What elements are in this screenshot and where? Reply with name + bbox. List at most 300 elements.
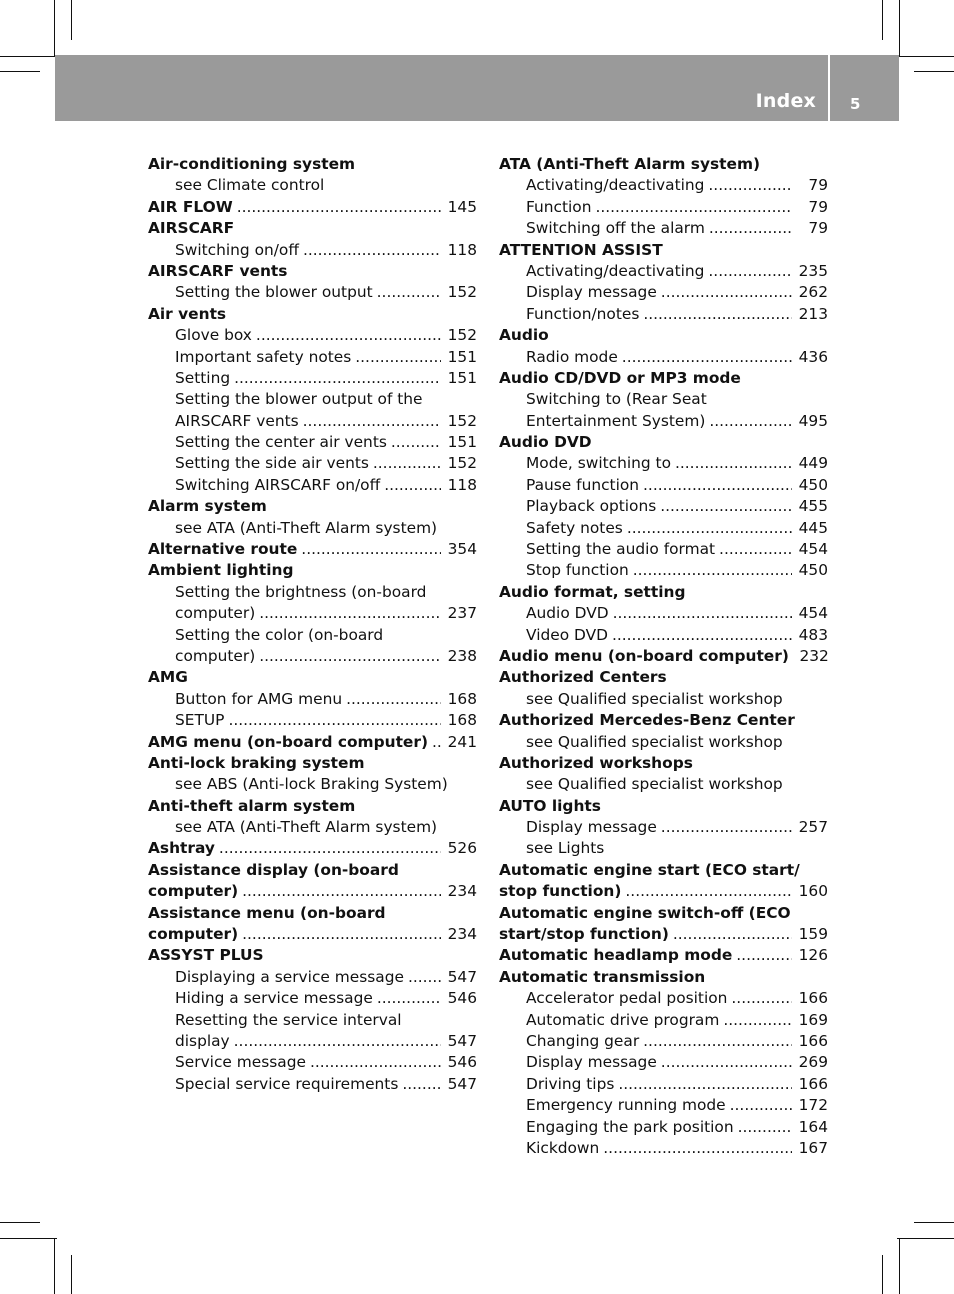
dot-leader [346, 689, 441, 710]
page-reference: 118 [447, 240, 477, 259]
dot-leader [219, 838, 441, 859]
entry-text: Setting the color (on-board [175, 625, 384, 644]
header-divider [828, 55, 830, 121]
index-subentry [148, 175, 477, 196]
page-reference: 547 [447, 967, 477, 986]
index-subentry [499, 1095, 828, 1116]
entry-text: see Lights [526, 839, 605, 858]
page-reference: 232 [799, 646, 829, 665]
index-column-left [148, 154, 477, 1095]
page-reference: 455 [798, 497, 828, 516]
index-subentry [148, 774, 477, 795]
index-subentry [148, 1031, 477, 1052]
page-reference: 152 [447, 326, 477, 345]
crop-mark [54, 0, 55, 57]
dot-leader [709, 218, 792, 239]
crop-mark [899, 0, 900, 57]
entry-text: Setting the blower output [175, 283, 373, 302]
crop-mark [914, 1222, 954, 1223]
dot-leader [432, 732, 441, 753]
index-heading [499, 710, 828, 731]
entry-text: Engaging the park position [526, 1117, 734, 1136]
entry-text: computer) [148, 925, 239, 944]
crop-mark [897, 56, 954, 57]
index-heading [499, 753, 828, 774]
page-reference: 160 [798, 882, 828, 901]
crop-mark [914, 71, 954, 72]
entry-text: Radio mode [526, 347, 618, 366]
dot-leader [730, 1095, 792, 1116]
entry-text: Switching AIRSCARF on/off [175, 475, 381, 494]
entry-text: Displaying a service message [175, 967, 404, 986]
page-reference: 257 [798, 818, 828, 837]
dot-leader [384, 475, 441, 496]
page-reference: 152 [447, 454, 477, 473]
entry-text: Alternative route [148, 540, 298, 559]
entry-text: SETUP [175, 711, 225, 730]
dot-leader [373, 453, 441, 474]
page-reference: 483 [798, 625, 828, 644]
page-title: Index [755, 90, 816, 112]
entry-text: Button for AMG menu [175, 689, 343, 708]
entry-text: ASSYST PLUS [148, 946, 264, 965]
dot-leader [603, 1138, 792, 1159]
index-subentry [499, 1117, 828, 1138]
index-subentry [499, 218, 828, 239]
index-subentry [148, 411, 477, 432]
index-subentry [148, 368, 477, 389]
index-subentry [148, 240, 477, 261]
entry-text: Mode, switching to [526, 454, 671, 473]
dot-leader [234, 368, 441, 389]
entry-text: Audio [499, 326, 549, 345]
index-heading [148, 261, 477, 282]
dot-leader [613, 603, 792, 624]
index-heading [148, 496, 477, 517]
entry-text: AUTO lights [499, 796, 601, 815]
crop-mark [0, 71, 40, 72]
index-subentry [148, 453, 477, 474]
index-subentry [499, 1052, 828, 1073]
entry-text: Playback options [526, 497, 657, 516]
entry-text: AMG menu (on-board computer) [148, 732, 428, 751]
entry-text: Switching to (Rear Seat [526, 390, 707, 409]
page-reference: 234 [447, 925, 477, 944]
entry-text: Kickdown [526, 1138, 600, 1157]
entry-text: Video DVD [526, 625, 608, 644]
dot-leader [237, 197, 441, 218]
entry-text: start/stop function) [499, 925, 669, 944]
entry-text: Anti-lock braking system [148, 753, 365, 772]
entry-text: Anti-theft alarm system [148, 796, 356, 815]
page-reference: 262 [798, 283, 828, 302]
page-reference: 450 [798, 561, 828, 580]
index-heading [148, 197, 477, 218]
index-heading [499, 903, 828, 924]
page-reference: 526 [447, 839, 477, 858]
dot-leader [402, 1074, 441, 1095]
entry-text: Pause function [526, 475, 640, 494]
index-heading [148, 796, 477, 817]
crop-mark [71, 1255, 72, 1294]
page-reference: 151 [447, 368, 477, 387]
index-subentry [499, 475, 828, 496]
page-reference: 235 [798, 261, 828, 280]
dot-leader [708, 175, 792, 196]
dot-leader [643, 475, 792, 496]
dot-leader [660, 496, 792, 517]
entry-text: Automatic drive program [526, 1010, 720, 1029]
entry-text: Safety notes [526, 518, 623, 537]
entry-text: Air-conditioning system [148, 154, 356, 173]
index-heading [499, 945, 828, 966]
crop-mark [882, 1255, 883, 1294]
page-reference: 450 [798, 475, 828, 494]
dot-leader [618, 1074, 792, 1095]
entry-text: Hiding a service message [175, 989, 373, 1008]
page-reference: 79 [808, 197, 828, 216]
index-subentry [499, 261, 828, 282]
dot-leader [738, 1117, 792, 1138]
index-subentry [499, 496, 828, 517]
index-subentry [148, 710, 477, 731]
entry-text: Display message [526, 1053, 657, 1072]
index-subentry [499, 175, 828, 196]
entry-text: AIRSCARF vents [175, 411, 299, 430]
entry-text: Automatic transmission [499, 967, 706, 986]
entry-text: Service message [175, 1053, 306, 1072]
dot-leader [709, 411, 792, 432]
entry-text: ATA (Anti-Theft Alarm system) [499, 154, 761, 173]
index-heading [148, 218, 477, 239]
index-heading [499, 646, 828, 667]
index-subentry [499, 1031, 828, 1052]
dot-leader [301, 539, 441, 560]
entry-text: Switching on/off [175, 240, 299, 259]
index-subentry [148, 1010, 477, 1031]
index-subentry [499, 1074, 828, 1095]
entry-text: see Qualified specialist workshop [526, 689, 783, 708]
index-heading [499, 582, 828, 603]
index-subentry [499, 560, 828, 581]
entry-text: see Qualified specialist workshop [526, 732, 783, 751]
page-reference: 454 [798, 604, 828, 623]
page-reference: 169 [798, 1010, 828, 1029]
crop-mark [0, 56, 57, 57]
entry-text: Air vents [148, 304, 227, 323]
index-heading [499, 967, 828, 988]
index-subentry [148, 988, 477, 1009]
dot-leader [661, 817, 792, 838]
index-heading [148, 881, 477, 902]
entry-text: Special service requirements [175, 1074, 399, 1093]
entry-text: Activating/deactivating [526, 176, 705, 195]
entry-text: Activating/deactivating [526, 261, 705, 280]
index-subentry [148, 518, 477, 539]
entry-text: computer) [148, 882, 239, 901]
index-heading [499, 240, 828, 261]
entry-text: Driving tips [526, 1074, 615, 1093]
index-heading [148, 304, 477, 325]
page-reference: 241 [447, 732, 477, 751]
page-reference: 445 [798, 518, 828, 537]
index-subentry [148, 582, 477, 603]
index-heading [148, 154, 477, 175]
entry-text: Display message [526, 283, 657, 302]
page-reference: 354 [447, 540, 477, 559]
index-subentry [148, 347, 477, 368]
entry-text: Automatic engine switch-off (ECO [499, 903, 791, 922]
index-subentry [499, 689, 828, 710]
entry-text: computer) [175, 604, 256, 623]
dot-leader [355, 347, 441, 368]
index-subentry [499, 988, 828, 1009]
index-subentry [148, 1052, 477, 1073]
index-subentry [499, 839, 828, 860]
entry-text: AMG [148, 668, 188, 687]
index-subentry [148, 432, 477, 453]
dot-leader [228, 710, 441, 731]
index-heading [499, 860, 828, 881]
index-heading [148, 560, 477, 581]
entry-text: computer) [175, 646, 256, 665]
index-subentry [499, 304, 828, 325]
page-reference: 79 [808, 176, 828, 195]
index-subentry [499, 732, 828, 753]
crop-mark [0, 1222, 40, 1223]
dot-leader [408, 967, 441, 988]
dot-leader [259, 603, 441, 624]
entry-text: Setting the side air vents [175, 454, 369, 473]
entry-text: Setting [175, 368, 231, 387]
entry-text: stop function) [499, 882, 622, 901]
page-reference: 166 [798, 1074, 828, 1093]
entry-text: Display message [526, 818, 657, 837]
index-subentry [499, 347, 828, 368]
crop-mark [899, 1238, 900, 1294]
index-subentry [148, 389, 477, 410]
dot-leader [612, 625, 792, 646]
page-reference: 454 [798, 540, 828, 559]
entry-text: Function [526, 197, 592, 216]
entry-text: Authorized Mercedes-Benz Center [499, 711, 795, 730]
entry-text: Setting the center air vents [175, 433, 387, 452]
entry-text: Assistance menu (on-board [148, 903, 386, 922]
index-subentry [499, 282, 828, 303]
index-subentry [148, 689, 477, 710]
index-subentry [499, 539, 828, 560]
index-subentry [499, 389, 828, 410]
entry-text: AIRSCARF vents [148, 261, 288, 280]
index-subentry [148, 646, 477, 667]
entry-text: AIR FLOW [148, 197, 233, 216]
page-reference: 234 [447, 882, 477, 901]
index-subentry [499, 453, 828, 474]
entry-text: Emergency running mode [526, 1096, 726, 1115]
entry-text: Audio menu (on-board computer) [499, 646, 789, 665]
dot-leader [625, 881, 792, 902]
entry-text: Ambient lighting [148, 561, 294, 580]
dot-leader [708, 261, 792, 282]
index-subentry [499, 603, 828, 624]
dot-leader [234, 1031, 441, 1052]
dot-leader [303, 240, 441, 261]
dot-leader [673, 924, 792, 945]
entry-text: see Climate control [175, 176, 325, 195]
page-reference: 79 [808, 219, 828, 238]
dot-leader [303, 411, 441, 432]
dot-leader [723, 1010, 792, 1031]
dot-leader [256, 325, 441, 346]
index-heading [148, 667, 477, 688]
entry-text: Changing gear [526, 1032, 640, 1050]
page-reference: 166 [798, 1032, 828, 1050]
page-reference: 213 [798, 304, 828, 323]
entry-text: ATTENTION ASSIST [499, 240, 663, 259]
page-reference: 152 [447, 283, 477, 302]
dot-leader [242, 924, 441, 945]
entry-text: Stop function [526, 561, 629, 580]
page-reference: 168 [447, 711, 477, 730]
entry-text: Setting the blower output of the [175, 390, 423, 409]
entry-text: Audio DVD [526, 604, 609, 623]
index-subentry [499, 774, 828, 795]
dot-leader [661, 282, 792, 303]
index-heading [499, 368, 828, 389]
page-reference: 118 [447, 475, 477, 494]
entry-text: display [175, 1032, 230, 1050]
dot-leader [377, 988, 441, 1009]
index-subentry [499, 1010, 828, 1031]
index-subentry [499, 817, 828, 838]
index-subentry [499, 625, 828, 646]
crop-mark [882, 0, 883, 40]
entry-text: Glove box [175, 326, 252, 345]
entry-text: Switching off the alarm [526, 219, 705, 238]
page-reference: 547 [447, 1032, 477, 1050]
crop-mark [54, 1238, 55, 1294]
entry-text: Authorized workshops [499, 753, 693, 772]
index-heading [148, 539, 477, 560]
index-subentry [148, 603, 477, 624]
entry-text: Function/notes [526, 304, 640, 323]
page-reference: 159 [798, 925, 828, 944]
index-heading [148, 732, 477, 753]
dot-leader [643, 1031, 792, 1052]
page-reference: 151 [447, 347, 477, 366]
index-subentry [148, 475, 477, 496]
index-heading [148, 924, 477, 945]
page-reference: 164 [798, 1117, 828, 1136]
page-reference: 152 [447, 411, 477, 430]
entry-text: Important safety notes [175, 347, 352, 366]
dot-leader [675, 453, 792, 474]
entry-text: Assistance display (on-board [148, 860, 399, 879]
page-reference: 172 [798, 1096, 828, 1115]
page-reference: 237 [447, 604, 477, 623]
dot-leader [377, 282, 441, 303]
page-reference: 269 [798, 1053, 828, 1072]
entry-text: Automatic headlamp mode [499, 946, 733, 965]
page-reference: 449 [798, 454, 828, 473]
index-heading [148, 860, 477, 881]
entry-text: Resetting the service interval [175, 1010, 402, 1029]
dot-leader [719, 539, 792, 560]
dot-leader [627, 518, 792, 539]
entry-text: Setting the brightness (on-board [175, 582, 427, 601]
dot-leader [633, 560, 792, 581]
index-subentry [148, 282, 477, 303]
entry-text: see ABS (Anti-lock Braking System) [175, 775, 448, 794]
index-subentry [148, 817, 477, 838]
index-subentry [148, 625, 477, 646]
page-reference: 238 [447, 646, 477, 665]
entry-text: Audio CD/DVD or MP3 mode [499, 368, 741, 387]
index-heading [499, 667, 828, 688]
index-heading [499, 924, 828, 945]
dot-leader [310, 1052, 441, 1073]
page-reference: 151 [447, 433, 477, 452]
entry-text: Ashtray [148, 839, 215, 858]
entry-text: see ATA (Anti-Theft Alarm system) [175, 518, 438, 537]
page-reference: 436 [798, 347, 828, 366]
entry-text: Alarm system [148, 497, 267, 516]
index-column-right [499, 154, 828, 1159]
index-subentry [148, 967, 477, 988]
dot-leader [661, 1052, 792, 1073]
entry-text: Automatic engine start (ECO start/ [499, 860, 800, 879]
page-reference: 546 [447, 989, 477, 1008]
index-heading [499, 154, 828, 175]
index-subentry [148, 1074, 477, 1095]
page-reference: 547 [447, 1074, 477, 1093]
index-heading [499, 881, 828, 902]
entry-text: AIRSCARF [148, 219, 235, 238]
dot-leader [731, 988, 792, 1009]
entry-text: Authorized Centers [499, 668, 667, 687]
index-subentry [499, 1138, 828, 1159]
dot-leader [259, 646, 441, 667]
index-subentry [499, 197, 828, 218]
index-heading [148, 839, 477, 860]
page-number: 5 [850, 95, 861, 113]
dot-leader [391, 432, 441, 453]
page-reference: 126 [798, 946, 828, 965]
dot-leader [622, 347, 792, 368]
entry-text: Accelerator pedal position [526, 989, 728, 1008]
page-reference: 168 [447, 689, 477, 708]
index-heading [499, 796, 828, 817]
page-reference: 546 [447, 1053, 477, 1072]
page-reference: 145 [447, 197, 477, 216]
dot-leader [643, 304, 792, 325]
index-subentry [499, 518, 828, 539]
index-heading [499, 432, 828, 453]
crop-mark [71, 0, 72, 40]
index-heading [148, 903, 477, 924]
index-heading [499, 325, 828, 346]
crop-mark [897, 1238, 954, 1239]
dot-leader [736, 945, 792, 966]
index-heading [148, 753, 477, 774]
crop-mark [0, 1238, 57, 1239]
entry-text: Audio format, setting [499, 582, 686, 601]
page-reference: 166 [798, 989, 828, 1008]
index-subentry [148, 325, 477, 346]
page-reference: 167 [798, 1138, 828, 1157]
entry-text: see ATA (Anti-Theft Alarm system) [175, 818, 438, 837]
index-subentry [499, 411, 828, 432]
